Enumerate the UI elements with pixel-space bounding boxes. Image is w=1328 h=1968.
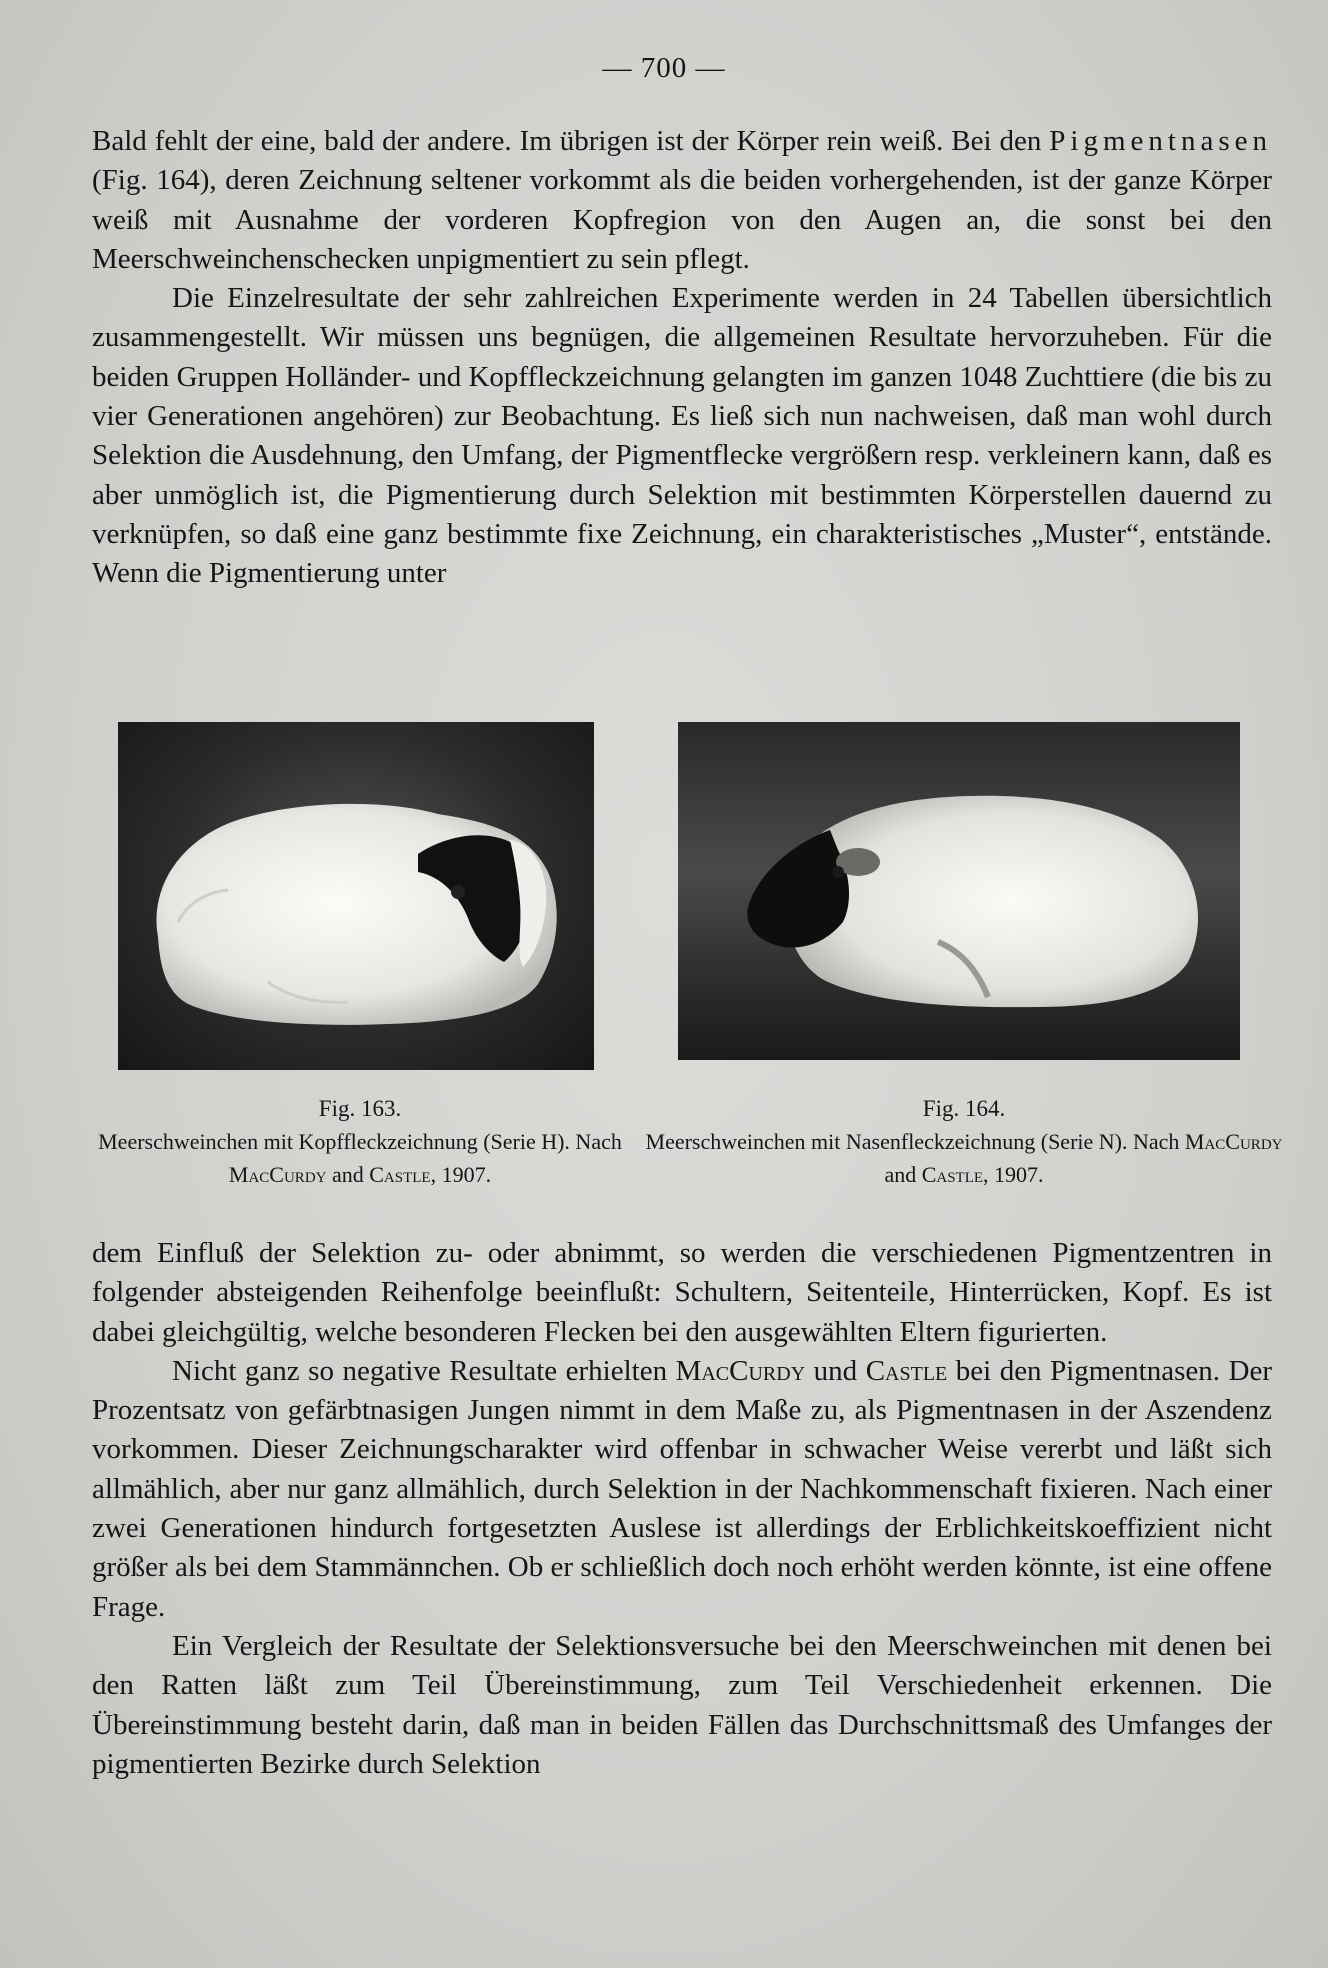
guinea-pig-illustration: [678, 722, 1240, 1060]
figure-163-caption: [90, 1092, 630, 1191]
figure-164-caption-text: Meerschweinchen mit Nasenfleckzeichnung (Serie N). Nach: [645, 1129, 1185, 1154]
figure-163-caption-year: , 1907.: [430, 1162, 492, 1187]
paragraph-5: Ein Vergleich der Resultate der Selektionsversuche bei den Meerschweinchen mit denen bei den Ratten läßt zum Teil Übereinstimmung, zum Teil Verschiedenheit erkennen. Die Übereinstimmung besteht darin, daß man in beiden Fällen das Durchschnittsmaß des Umfanges der pigmentierten Bezirke durch Selektion: [92, 1629, 1272, 1780]
figure-164-caption-and: and: [884, 1162, 922, 1187]
paragraph-4: [92, 1352, 1272, 1627]
term-pigmentnasen: Pigmentnasen: [1049, 125, 1272, 157]
top-text-block: [92, 122, 1272, 594]
bottom-text-block: [92, 1234, 1272, 1784]
figure-163-photo: [118, 722, 594, 1070]
paragraph-2: Die Einzelresultate der sehr zahlreichen Experimente werden in 24 Tabellen übersichtlich zusammengestellt. Wir müssen uns begnügen, die allgemeinen Resultate hervorzuheben. Für die beiden Gruppen Holländer- und Kopffleckzeichnung gelangten im ganzen 1048 Zuchttiere (die bis zu vier Generationen angehören) zur Beobachtung. Es ließ sich nun nachweisen, daß man wohl durch Selektion die Ausdehnung, den Umfang, der Pigmentflecke vergrößern resp. verkleinern kann, daß es aber unmöglich ist, die Pigmentierung durch Selektion mit bestimmten Körperstellen dauernd zu verknüpfen, so daß eine ganz bestimmte fixe Zeichnung, ein charakteristisches „Muster“, entstände. Wenn die Pigmentierung unter: [92, 282, 1272, 590]
paragraph-1-part-b: (Fig. 164), deren Zeichnung seltener vorkommt als die beiden vorhergehenden, ist der ganze Körper weiß mit Ausnahme der vorderen Kopfregion von den Augen an, die sonst bei den Meerschweinchenschecken unpigmentiert zu sein pflegt.: [92, 164, 1272, 275]
figure-164-caption-year: , 1907.: [983, 1162, 1044, 1187]
page-number: — 700 —: [602, 52, 726, 84]
paragraph-4-author-1: MacCurdy: [675, 1354, 806, 1387]
figure-164-author-1: MacCurdy: [1184, 1129, 1283, 1154]
figure-163-caption-and: and: [326, 1162, 370, 1187]
paragraph-4-part-b: bei den Pigmentnasen. Der Prozentsatz von gefärbtnasigen Jungen nimmt in dem Maße zu, als Pigmentnasen in der Aszendenz vorkommen. Dieser Zeichnungscharakter wird offenbar in schwacher Weise vererbt und läßt sich allmählich, aber nur ganz allmählich, durch Selektion in der Nachkommenschaft fixieren. Nach einer zwei Generationen hindurch fortgesetzten Auslese ist allerdings der Erblichkeitskoeffizient nicht größer als bei dem Stammännchen. Ob er schließlich doch noch erhöht werden könnte, ist eine offene Frage.: [92, 1354, 1272, 1623]
figure-163-caption-text: Meerschweinchen mit Kopffleckzeichnung (Serie H). Nach: [98, 1129, 622, 1154]
figure-164-caption: [644, 1092, 1284, 1191]
paragraph-3: dem Einfluß der Selektion zu- oder abnimmt, so werden die verschiedenen Pigmentzentren in folgender absteigenden Reihenfolge beeinflußt: Schultern, Seitenteile, Hinterrücken, Kopf. Es ist dabei gleichgültig, welche besonderen Flecken bei den ausgewählten Eltern figurierten.: [92, 1237, 1272, 1348]
figure-163-author-1: MacCurdy: [228, 1162, 327, 1187]
paragraph-1: [92, 122, 1272, 279]
paragraph-1-part-a: Bald fehlt der eine, bald der andere. Im übrigen ist der Körper rein weiß. Bei den: [92, 125, 1050, 157]
figure-163-author-2: Castle: [369, 1162, 431, 1187]
paragraph-4-part-a: Nicht ganz so negative Resultate erhielten: [172, 1354, 676, 1387]
paragraph-4-and: und: [805, 1354, 866, 1387]
figure-164-author-2: Castle: [921, 1162, 984, 1187]
paragraph-4-author-2: Castle: [865, 1354, 948, 1387]
figure-164-photo: [678, 722, 1240, 1060]
figure-164: [678, 722, 1240, 1060]
figure-163-label: Fig. 163.: [318, 1096, 402, 1121]
figure-164-label: Fig. 164.: [922, 1096, 1006, 1121]
figure-163: [118, 722, 594, 1070]
guinea-pig-illustration: [118, 722, 594, 1070]
